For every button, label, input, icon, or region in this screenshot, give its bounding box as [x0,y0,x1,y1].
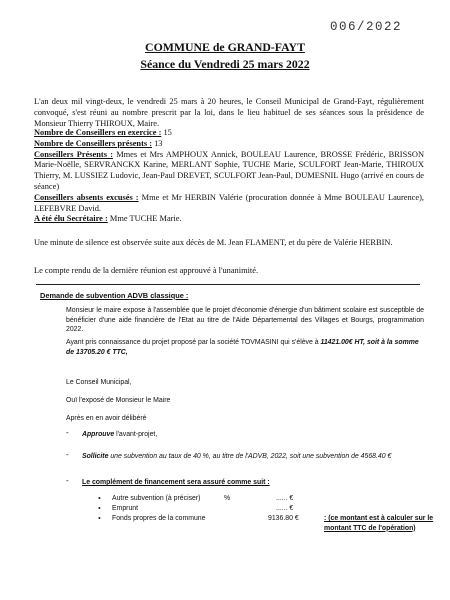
exercice-label: Nombre de Conseillers en exercice : [34,128,162,137]
project-paragraph: Monsieur le maire expose à l'assemblée que le projet d'économie d'énergie d'un bâtiment scolaire est susceptible de bénéficier d'une aide financière de l'Etat au titre de l'Aide Départemental des Villages et Bourgs, programmation 2022. [66,307,424,334]
solicit-rest: une subvention au taux de 40 %, au titre de l'ADVB, 2022, soit une subvention de 4568.40 € [108,453,392,460]
financing-label: Emprunt [112,505,139,512]
approve-rest: l'avant-projet, [114,431,158,438]
approval-paragraph: Le compte rendu de la dernière réunion est approuvé à l'unanimité. [34,266,259,275]
heard-label: Ouï l'exposé de Monsieur le Maire [66,397,171,404]
exercice-value: 15 [163,128,172,137]
solicit-word: Sollicite [82,453,109,460]
presents-label: Nombre de Conseillers présents : [34,138,153,148]
secretary-line [34,214,424,225]
dash-bullet: - [66,450,69,459]
presents-value: 13 [154,138,163,148]
attendance-block [34,128,424,225]
presents-list-label: Conseillers Présents : [34,149,113,159]
approve-word: Approuve [82,431,115,438]
financing-note: : (ce montant est à calculer sur le montant TTC de l'opération) [324,515,434,532]
presents-list: Mmes et Mrs AMPHOUX Annick, BOULEAU Laurence, BROSSE Frédéric, BRISSON Marie-Noëlle, SERVRANCKX Karine, MERLANT Sophie, TUCHE Marie, SCULFORT Jean-Marie, THIROUX Thierry, M. LUSSIEZ Ludovic, Jean-Paul DREVET, SCULFORT Jean-Paul, DUMESNIL Hugo (arrivé en cours de séance) [34,149,424,191]
page-reference-number: 006/2022 [330,20,403,34]
absents-list: Mme et Mr HERBIN Valérie (procuration donnée à Mme BOULEAU Laurence), LEFEBVRE David. [34,192,424,213]
dash-bullet: - [66,428,69,437]
bullet-dot: • [98,504,101,513]
minute-silence-paragraph: Une minute de silence est observée suite aux décès de M. Jean FLAMENT, et du père de Valérie HERBIN. [34,238,393,247]
council-label: Le Conseil Municipal, [66,379,132,386]
financing-heading: Le complément de financement sera assuré comme suit : [82,479,270,486]
secretary-label: A été élu Secrétaire : [34,214,108,224]
quote-amounts: 11421.00€ HT, soit à la somme de 13705.20 € TTC, [66,339,419,356]
secretary-value: Mme TUCHE Marie. [109,214,182,224]
intro-paragraph: L'an deux mil vingt-deux, le vendredi 25 mars à 20 heures, le Conseil Municipal de Grand-Fayt, régulièrement convoqué, s'est réuni au nombre prescrit par la loi, dans le lieu habituel de ses séances sous la présidence de Monsieur Thierry THIROUX, Maire. [34,97,424,128]
quote-paragraph [66,338,424,357]
financing-amount: 9136.80 € [268,515,299,522]
session-date: Séance du Vendredi 25 mars 2022 [140,57,310,71]
financing-percent: % [224,495,231,502]
financing-label: Fonds propres de la commune [112,515,206,522]
bullet-dot: • [98,494,101,503]
presents-list-line [34,150,424,193]
financing-label: Autre subvention (à préciser) [112,495,201,502]
presents-line [34,139,424,150]
quote-text: Ayant pris connaissance du projet proposé par la société TOVMASINI qui s'élève à [66,339,321,346]
exercice-line [34,128,424,139]
approve-item [82,430,157,440]
absents-line [34,193,424,215]
bullet-dot: • [98,514,101,523]
financing-amount: ...... € [276,495,294,502]
absents-label: Conseillers absents excusés : [34,192,139,202]
commune-title: COMMUNE de GRAND-FAYT [145,40,305,54]
section-divider [36,284,420,285]
deliberation-label: Après en en avoir délibéré [66,415,147,422]
solicit-item [82,452,402,462]
dash-bullet: - [66,476,69,485]
section-heading: Demande de subvention ADVB classique : [40,291,189,300]
financing-amount: ...... € [276,505,294,512]
